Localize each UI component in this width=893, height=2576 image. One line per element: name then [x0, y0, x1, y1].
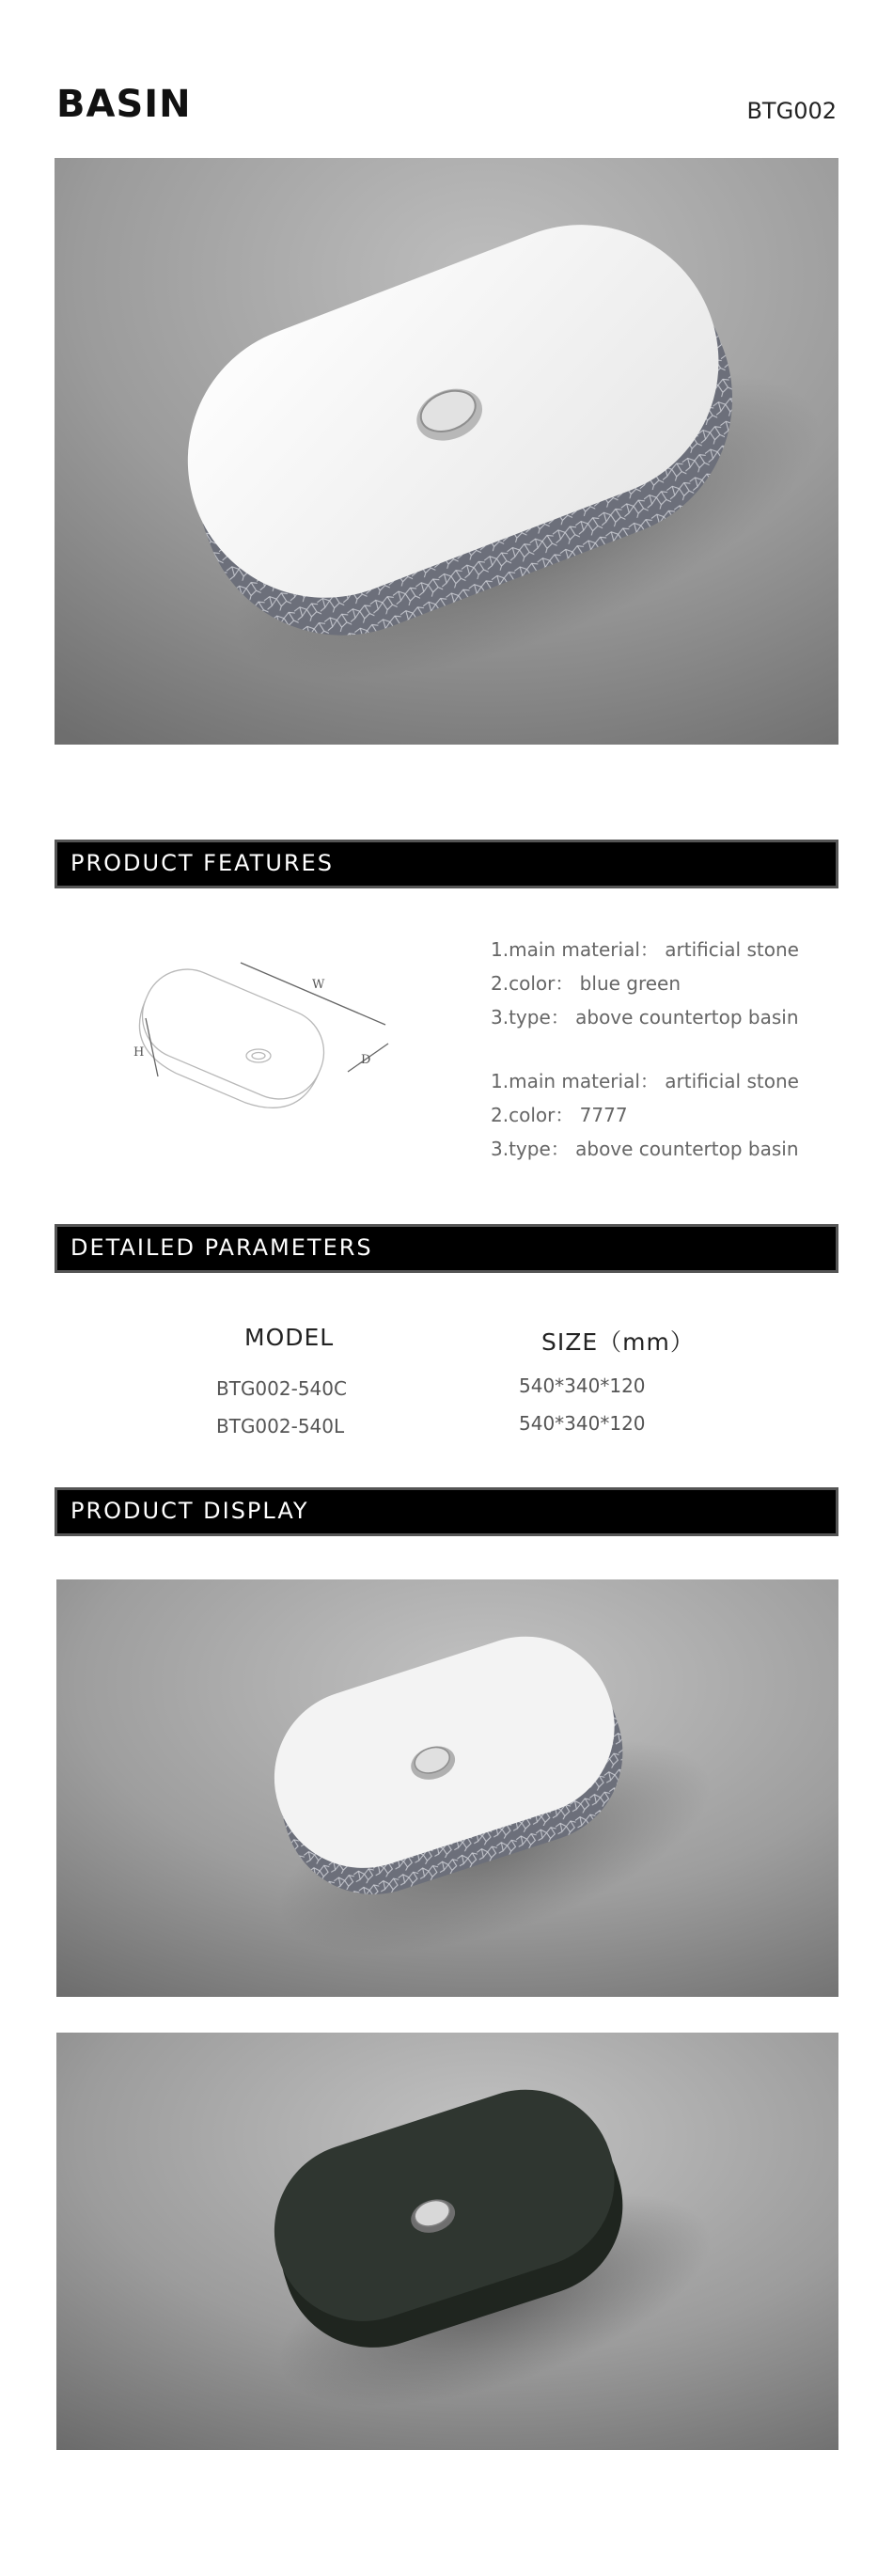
- feature-color: 2.color： blue green: [491, 972, 682, 995]
- feature-group-2: [491, 1064, 799, 1166]
- display-photo-white-basin: [56, 1579, 838, 1997]
- dimension-diagram: [122, 945, 404, 1142]
- dimension-label-h: H: [133, 1045, 145, 1060]
- size-cell: 540*340*120: [519, 1412, 646, 1435]
- feature-material: 1.main material： artificial stone: [491, 1070, 799, 1092]
- section-bar-product-display: [55, 1487, 838, 1536]
- feature-type: 3.type： above countertop basin: [491, 1006, 799, 1029]
- hero-product-photo: [55, 158, 838, 745]
- section-heading-product-display: PRODUCT DISPLAY: [70, 1498, 309, 1524]
- section-bar-detailed-parameters: [55, 1224, 838, 1273]
- dimension-label-w: W: [312, 978, 325, 992]
- column-header-model: MODEL: [244, 1324, 335, 1351]
- feature-type: 3.type： above countertop basin: [491, 1138, 799, 1160]
- product-code: BTG002: [746, 98, 837, 124]
- section-bar-product-features: [55, 840, 838, 888]
- display-photo-dark-basin: [56, 2033, 838, 2450]
- size-cell: 540*340*120: [519, 1374, 646, 1397]
- feature-color: 2.color： 7777: [491, 1104, 628, 1126]
- dimension-label-d: D: [361, 1053, 371, 1067]
- feature-material: 1.main material： artificial stone: [491, 938, 799, 961]
- section-heading-product-features: PRODUCT FEATURES: [70, 850, 334, 876]
- column-header-size: SIZE（mm）: [541, 1328, 695, 1356]
- page-title: BASIN: [56, 83, 192, 126]
- model-cell: BTG002-540C: [216, 1377, 347, 1400]
- feature-group-1: [491, 933, 799, 1034]
- section-heading-detailed-parameters: DETAILED PARAMETERS: [70, 1234, 373, 1261]
- model-cell: BTG002-540L: [216, 1415, 345, 1437]
